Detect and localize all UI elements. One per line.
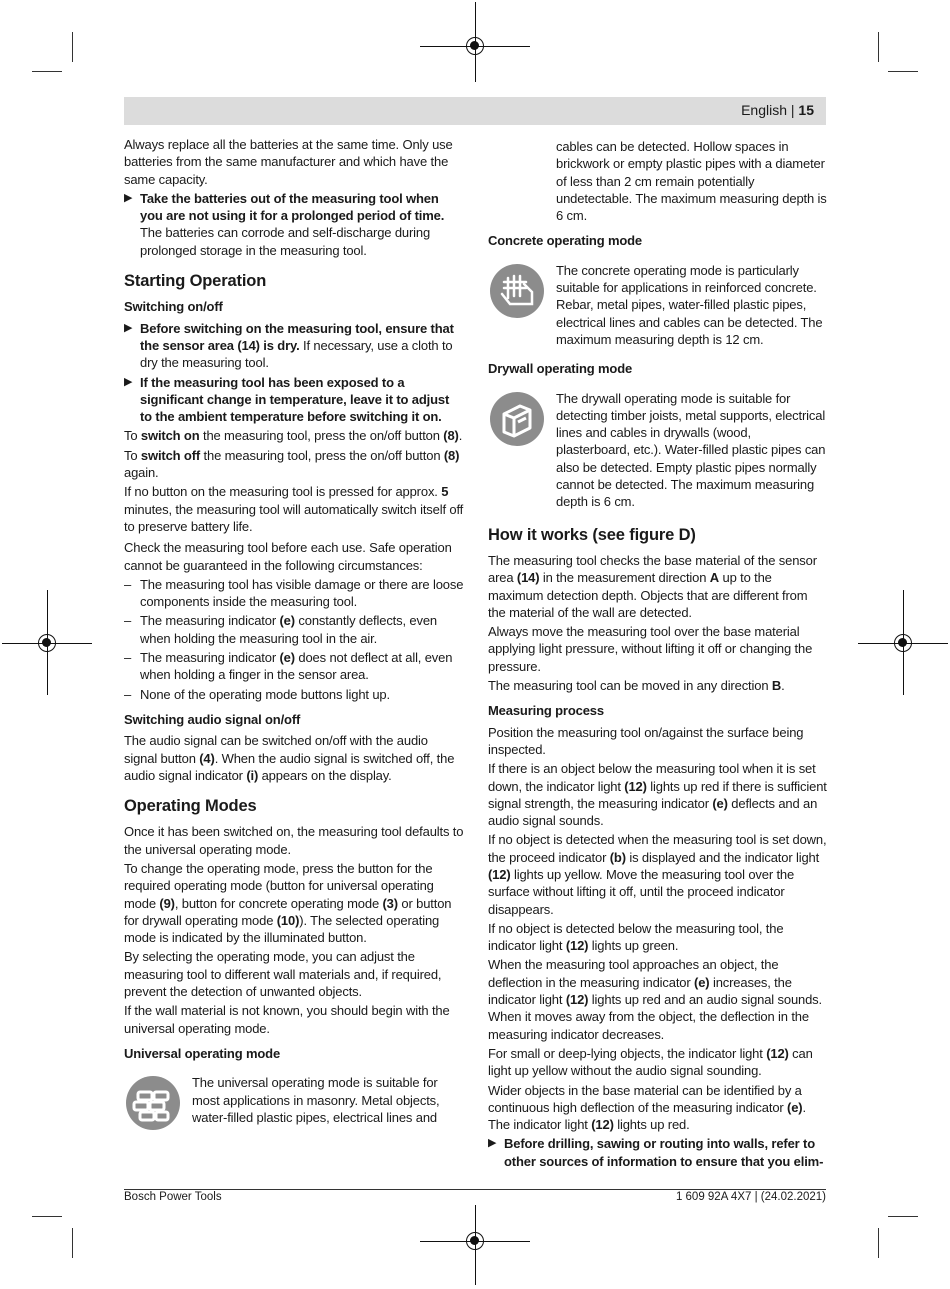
drywall-mode-block — [488, 390, 828, 511]
paragraph: Always move the measuring tool over the base material applying light pressure, without lifting it off or changing the pressure. — [488, 624, 813, 674]
warning-item — [124, 320, 464, 372]
subsection-heading: Drywall operating mode — [488, 361, 633, 377]
paragraph: If there is an object below the measuring tool when it is set down, the indicator light (12) lights up red if there is sufficient signal strength, the measuring indicator (e) deflects and an audio signal sounds. — [488, 761, 827, 829]
section-heading: How it works (see figure D) — [488, 525, 696, 544]
brick-wall-icon — [126, 1076, 180, 1130]
paragraph: To change the operating mode, press the button for the required operating mode (button for universal operating mode (9), button for concrete operating mode (3) or button for drywall operating mode (10)). The selected operating mode is indicated by the illuminated button. — [124, 860, 452, 946]
paragraph: The drywall operating mode is suitable for detecting timber joists, metal supports, electrical lines and cables in drywalls (wood, plasterboard, etc.). Water-filled plastic pipes can also be detected. Empty plastic pipes normally cannot be detected. The maximum measuring depth is 6 cm. — [556, 390, 826, 510]
subsection-heading: Switching audio signal on/off — [124, 711, 301, 727]
paragraph: If no button on the measuring tool is pressed for approx. 5 minutes, the measuring tool will automatically switch itself off to preserve battery life. — [124, 484, 464, 534]
paragraph: cables can be detected. Hollow spaces in brickwork or empty plastic pipes with a diameter of less than 2 cm remain potentially undetectable. The maximum measuring depth is 6 cm. — [556, 139, 827, 224]
paragraph: By selecting the operating mode, you can adjust the measuring tool to different wall materials and, if required, prevent the detection of unwanted objects. — [124, 949, 442, 1000]
footer-rule — [124, 1189, 826, 1190]
header-language: English — [741, 102, 787, 118]
universal-mode-block — [124, 1074, 464, 1134]
concrete-mode-block — [488, 262, 828, 348]
warning-text: If necessary, use a cloth to dry the measuring tool. — [140, 337, 453, 371]
crop-mark — [878, 32, 879, 62]
paragraph: To switch off the measuring tool, press the on/off button (8) again. — [124, 447, 460, 481]
warning-arrow-icon: ▶ — [488, 1137, 497, 1150]
crop-mark — [888, 1216, 918, 1217]
list-item: – The measuring indicator (e) does not deflect at all, even when holding a finger in the sensor area. — [124, 650, 453, 683]
list-item: – The measuring indicator (e) constantly deflects, even when holding the measuring tool in the air. — [124, 613, 438, 646]
footer-publisher: Bosch Power Tools — [124, 1191, 222, 1203]
warning-arrow-icon: ▶ — [124, 375, 133, 388]
section-heading: Starting Operation — [124, 272, 267, 291]
paragraph: Position the measuring tool on/against the surface being inspected. — [488, 724, 804, 757]
warning-arrow-icon: ▶ — [124, 191, 133, 204]
subsection-heading: Concrete operating mode — [488, 233, 643, 249]
crop-mark — [878, 1228, 879, 1258]
warning-item — [488, 1135, 828, 1170]
crop-mark — [72, 1228, 73, 1258]
paragraph: Wider objects in the base material can be identified by a continuous high deflection of the measuring indicator (e). The indicator light (12) lights up red. — [488, 1082, 806, 1133]
subsection-heading: Universal operating mode — [124, 1045, 281, 1061]
warning-bold: Take the batteries out of the measuring tool when you are not using it for a prolonged period of time. — [140, 190, 445, 224]
paragraph: The universal operating mode is suitable for most applications in masonry. Metal objects, water-filled plastic pipes, electrical lines and — [192, 1075, 440, 1125]
left-column — [124, 136, 464, 1142]
crop-mark — [72, 32, 73, 62]
paragraph: The concrete operating mode is particularly suitable for applications in reinforced concrete. Rebar, metal pipes, water-filled plastic pipes, electrical lines and cables can be detected. The maximum measuring depth is 12 cm. — [556, 262, 823, 347]
warning-item — [124, 374, 464, 426]
registration-target-icon — [894, 634, 912, 652]
subsection-heading: Switching on/off — [124, 299, 223, 315]
registration-target-icon — [38, 634, 56, 652]
subsection-heading: Measuring process — [488, 703, 604, 719]
list-item: – None of the operating mode buttons light up. — [124, 686, 390, 702]
warning-bold: If the measuring tool has been exposed to a significant change in temperature, leave it to adjust to the ambient temperature before switching it on. — [140, 374, 450, 425]
crop-mark — [32, 71, 62, 72]
registration-target-icon — [466, 37, 484, 55]
paragraph: Once it has been switched on, the measuring tool defaults to the universal operating mode. — [124, 824, 464, 857]
warning-item — [124, 190, 464, 259]
page-header: English | 15 — [741, 102, 814, 118]
list-item: – The measuring tool has visible damage or there are loose components inside the measuring tool. — [124, 576, 464, 610]
crop-mark — [888, 71, 918, 72]
warning-bold: Before drilling, sawing or routing into walls, refer to other sources of information to ensure that you elim- — [504, 1136, 824, 1169]
registration-target-icon — [466, 1232, 484, 1250]
paragraph: To switch on the measuring tool, press the on/off button (8). — [124, 428, 463, 444]
page-number: 15 — [798, 102, 814, 118]
paragraph: If no object is detected below the measuring tool, the indicator light (12) lights up green. — [488, 920, 784, 954]
page-header-bar — [124, 97, 826, 125]
footer-doc-id: 1 609 92A 4X7 | (24.02.2021) — [675, 1191, 826, 1203]
crop-mark — [32, 1216, 62, 1217]
paragraph: The audio signal can be switched on/off with the audio signal button (4). When the audio signal is switched off, the audio signal indicator (i) appears on the display. — [124, 733, 455, 783]
warning-text: The batteries can corrode and self-discharge during prolonged storage in the measuring tool. — [140, 225, 431, 258]
paragraph: If no object is detected when the measuring tool is set down, the proceed indicator (b) is displayed and the indicator light (12) lights up yellow. Move the measuring tool over the surface without lifting it off, until the proceed indicator disappears. — [488, 832, 827, 917]
paragraph: If the wall material is not known, you should begin with the universal operating mode. — [124, 1003, 450, 1036]
section-heading: Operating Modes — [124, 797, 257, 816]
paragraph: Always replace all the batteries at the same time. Only use batteries from the same manufacturer and which have the same capacity. — [124, 137, 453, 187]
warning-arrow-icon: ▶ — [124, 321, 133, 334]
paragraph: The measuring tool can be moved in any direction B. — [488, 678, 785, 694]
drywall-board-icon — [490, 392, 544, 446]
warning-bold: Before switching on the measuring tool, ensure that the sensor area (14) is dry. — [140, 320, 454, 353]
paragraph: When the measuring tool approaches an object, the deflection in the measuring indicator (e) increases, the indicator light (12) lights up red and an audio signal sounds. When it moves away from the object, the deflection in the measuring indicator decreases. — [488, 957, 822, 1042]
paragraph: For small or deep-lying objects, the indicator light (12) can light up yellow without the audio signal sounding. — [488, 1045, 813, 1079]
rebar-concrete-icon — [490, 264, 544, 318]
right-column — [488, 138, 828, 1172]
paragraph: The measuring tool checks the base material of the sensor area (14) in the measurement direction A up to the maximum detection depth. Objects that are different from the material of the wall are detected. — [488, 552, 817, 620]
paragraph: Check the measuring tool before each use. Safe operation cannot be guaranteed in the following circumstances: — [124, 540, 452, 573]
